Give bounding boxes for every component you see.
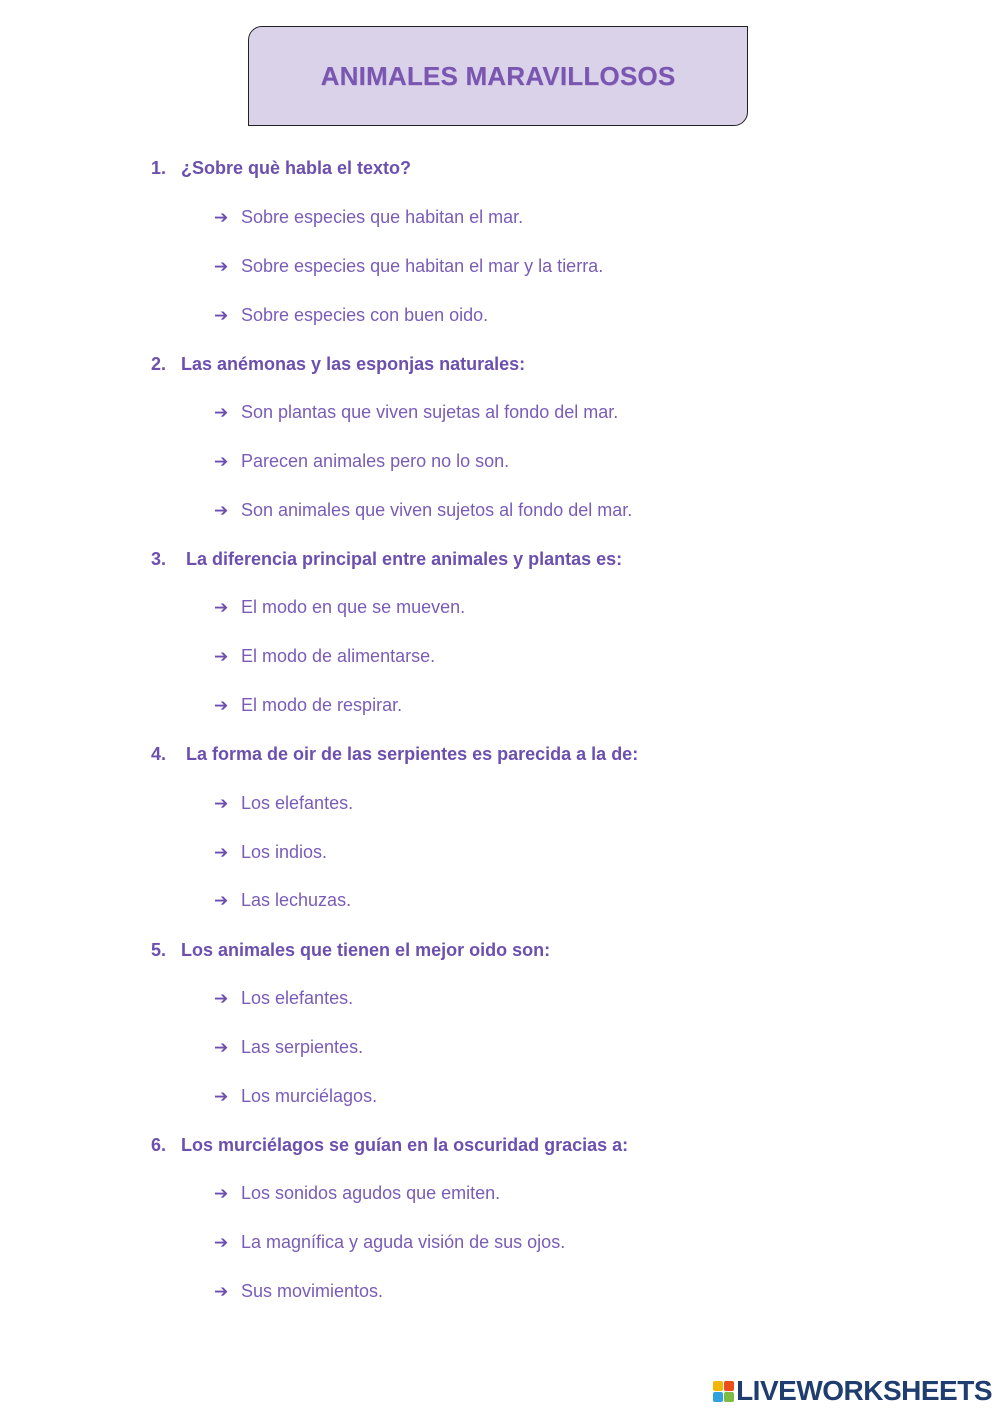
question-4 [151,744,638,765]
liveworksheets-logo-icon [713,1381,734,1402]
option-1-c[interactable] [214,305,488,326]
arrow-right-icon: ➔ [214,890,229,911]
arrow-right-icon: ➔ [214,1183,229,1204]
question-2 [151,354,525,375]
option-text: Los sonidos agudos que emiten. [241,1183,501,1203]
arrow-right-icon: ➔ [214,597,229,618]
question-text: Las anémonas y las esponjas naturales: [181,354,526,374]
option-6-a[interactable] [214,1183,500,1204]
question-number: 2. [151,354,167,374]
question-text: Los animales que tienen el mejor oido son: [181,940,551,960]
question-number: 4. [151,744,167,764]
option-text: El modo de alimentarse. [241,646,436,666]
arrow-right-icon: ➔ [214,695,229,716]
arrow-right-icon: ➔ [214,1232,229,1253]
arrow-right-icon: ➔ [214,988,229,1009]
question-text: La forma de oir de las serpientes es parecida a la de: [181,744,639,764]
option-2-b[interactable] [214,451,509,472]
question-5 [151,940,550,961]
option-text: Sobre especies que habitan el mar. [241,207,524,227]
option-text: La magnífica y aguda visión de sus ojos. [241,1232,566,1252]
option-text: Los elefantes. [241,793,354,813]
arrow-right-icon: ➔ [214,646,229,667]
question-number: 5. [151,940,167,960]
option-5-b[interactable] [214,1037,363,1058]
arrow-right-icon: ➔ [214,793,229,814]
arrow-right-icon: ➔ [214,1281,229,1302]
option-3-a[interactable] [214,597,465,618]
question-number: 3. [151,549,167,569]
question-number: 6. [151,1135,167,1155]
question-6 [151,1135,628,1156]
option-4-a[interactable] [214,793,353,814]
option-3-c[interactable] [214,695,402,716]
question-3 [151,549,622,570]
arrow-right-icon: ➔ [214,500,229,521]
option-text: Sus movimientos. [241,1281,384,1301]
option-1-a[interactable] [214,207,523,228]
option-text: Son animales que viven sujetos al fondo del mar. [241,500,633,520]
option-text: Sobre especies que habitan el mar y la tierra. [241,256,604,276]
option-text: Sobre especies con buen oido. [241,305,489,325]
option-2-c[interactable] [214,500,632,521]
option-text: Parecen animales pero no lo son. [241,451,510,471]
question-number: 1. [151,158,167,178]
option-text: Las lechuzas. [241,890,352,910]
arrow-right-icon: ➔ [214,256,229,277]
option-4-b[interactable] [214,842,327,863]
option-text: Los elefantes. [241,988,354,1008]
arrow-right-icon: ➔ [214,1086,229,1107]
question-text: La diferencia principal entre animales y plantas es: [181,549,623,569]
option-3-b[interactable] [214,646,435,667]
option-5-a[interactable] [214,988,353,1009]
question-text: Los murciélagos se guían en la oscuridad gracias a: [181,1135,629,1155]
option-1-b[interactable] [214,256,603,277]
question-text: ¿Sobre què habla el texto? [181,158,412,178]
arrow-right-icon: ➔ [214,402,229,423]
option-6-b[interactable] [214,1232,565,1253]
option-text: El modo de respirar. [241,695,403,715]
arrow-right-icon: ➔ [214,1037,229,1058]
option-4-c[interactable] [214,890,351,911]
option-6-c[interactable] [214,1281,383,1302]
arrow-right-icon: ➔ [214,842,229,863]
option-text: Las serpientes. [241,1037,364,1057]
option-text: Son plantas que viven sujetas al fondo del mar. [241,402,619,422]
arrow-right-icon: ➔ [214,451,229,472]
arrow-right-icon: ➔ [214,305,229,326]
option-5-c[interactable] [214,1086,377,1107]
option-2-a[interactable] [214,402,618,423]
page-title: ANIMALES MARAVILLOSOS [320,60,676,91]
logo-text: LIVEWORKSHEETS [736,1375,992,1406]
title-box [248,26,748,126]
liveworksheets-logo[interactable] [713,1375,992,1407]
option-text: El modo en que se mueven. [241,597,466,617]
option-text: Los murciélagos. [241,1086,378,1106]
option-text: Los indios. [241,842,328,862]
arrow-right-icon: ➔ [214,207,229,228]
question-1 [151,158,411,179]
